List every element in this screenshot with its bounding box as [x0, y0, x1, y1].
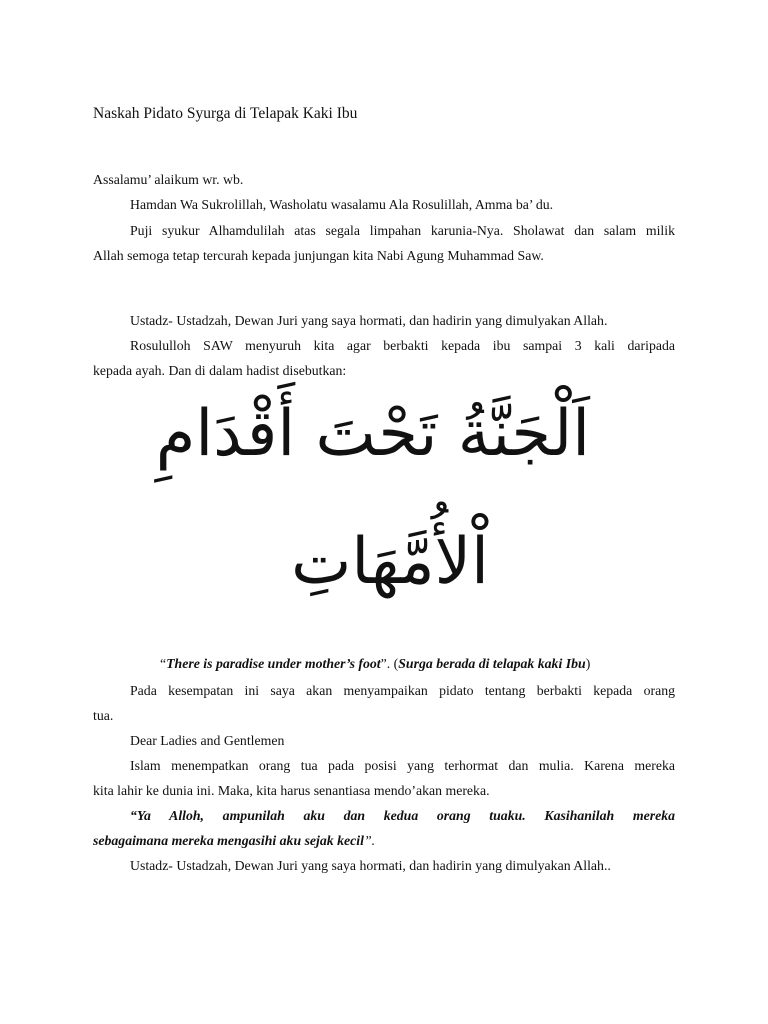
paragraph-islam-line-1 [130, 759, 675, 773]
quote-end: ) [585, 656, 591, 671]
paragraph-rosul-line-2: kepada ayah. Dan di dalam hadist disebutkan: [93, 363, 347, 378]
prayer-quote-close: ”. [363, 833, 376, 848]
paragraph-rosul-line-1 [130, 339, 675, 353]
quote-open: “ [160, 656, 167, 671]
prayer-line-1 [130, 809, 675, 823]
closing-ustadz: Ustadz- Ustadzah, Dewan Juri yang saya hormati, dan hadirin yang dimulyakan Allah.. [130, 858, 611, 873]
paragraph-text: Rosululloh SAW menyuruh kita agar berbakti kepada ibu sampai 3 kali daripada [130, 338, 675, 353]
quote-close: ”. ( [380, 656, 399, 671]
paragraph-text: Pada kesempatan ini saya akan menyampaikan pidato tentang berbakti kepada orang [130, 683, 675, 698]
paragraph-pada-line-1 [130, 684, 675, 698]
paragraph-text: Puji syukur Alhamdulilah atas segala limpahan karunia-Nya. Sholawat dan salam milik [130, 223, 675, 238]
document-title: Naskah Pidato Syurga di Telapak Kaki Ibu [93, 105, 358, 122]
salutation-ustadz: Ustadz- Ustadzah, Dewan Juri yang saya hormati, dan hadirin yang dimulyakan Allah. [130, 313, 608, 328]
greeting: Assalamu’ alaikum wr. wb. [93, 172, 244, 187]
quote-english: There is paradise under mother’s foot [166, 656, 381, 671]
quote-indonesian: Surga berada di telapak kaki Ibu [398, 656, 586, 671]
paragraph-pada-line-2: tua. [93, 708, 114, 723]
paragraph-islam-line-2: kita lahir ke dunia ini. Maka, kita harus senantiasa mendo’akan mereka. [93, 783, 490, 798]
arabic-hadith-line-2: اْلأُمَّهَاتِ [291, 525, 489, 599]
opening-hamdan: Hamdan Wa Sukrolillah, Washolatu wasalamu Ala Rosulillah, Amma ba’ du. [130, 197, 554, 212]
paragraph-puji-line-1 [130, 224, 675, 238]
prayer-line-2 [93, 834, 375, 848]
hadith-translation [160, 657, 590, 671]
prayer-text-end: sebagaimana mereka mengasihi aku sejak kecil [93, 833, 364, 848]
paragraph-puji-line-2: Allah semoga tetap tercurah kepada junjungan kita Nabi Agung Muhammad Saw. [93, 248, 544, 263]
dear-ladies: Dear Ladies and Gentlemen [130, 733, 285, 748]
prayer-text: “Ya Alloh, ampunilah aku dan kedua orang tuaku. Kasihanilah mereka [130, 808, 675, 823]
arabic-hadith-line-1: اَلْجَنَّةُ تَحْتَ أَقْدَامِ [155, 397, 590, 471]
paragraph-text: Islam menempatkan orang tua pada posisi yang terhormat dan mulia. Karena mereka [130, 758, 675, 773]
